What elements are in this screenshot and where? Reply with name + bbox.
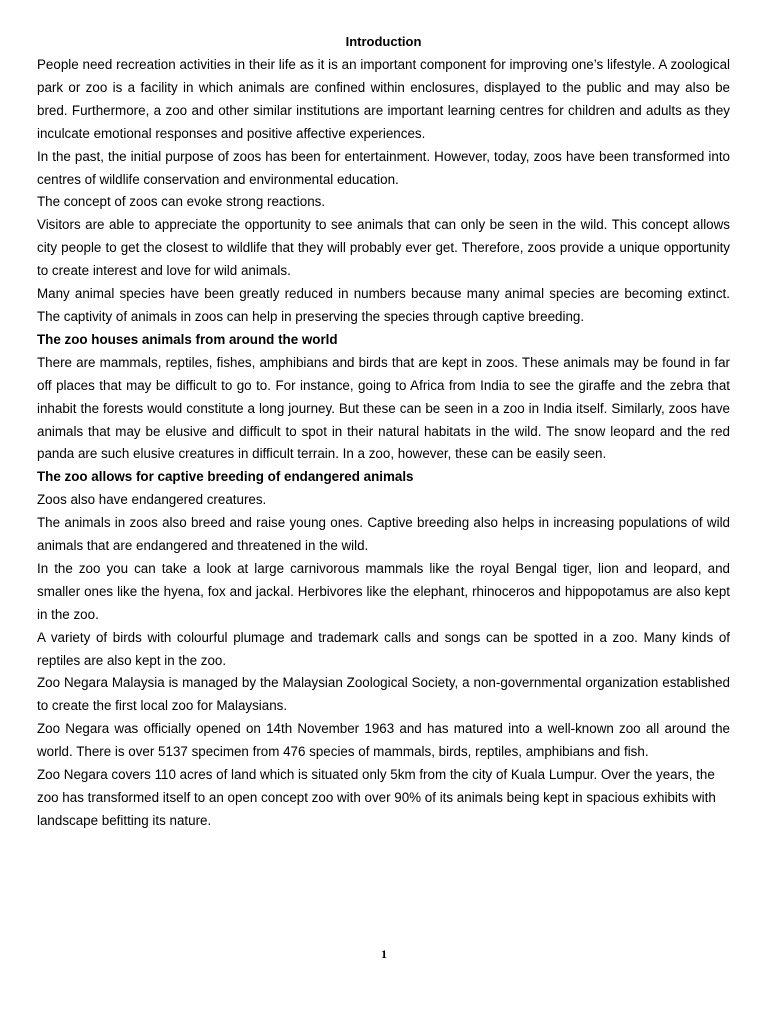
- paragraph-breed-young: The animals in zoos also breed and raise young ones. Captive breeding also helps in increasing populations of wild animals that are endangered and threatened in the wild.: [37, 515, 730, 554]
- paragraph-endangered: Zoos also have endangered creatures.: [37, 492, 267, 508]
- paragraph-zoo-negara-managed: Zoo Negara Malaysia is managed by the Malaysian Zoological Society, a non-governmental organization established to create the first local zoo for Malaysians.: [37, 675, 730, 714]
- section-heading-captive-breeding: The zoo allows for captive breeding of endangered animals: [37, 469, 414, 485]
- paragraph-zoo-negara-opened: Zoo Negara was officially opened on 14th November 1963 and has matured into a well-known zoo all around the world. There is over 5137 specimen from 476 species of mammals, birds, reptiles, amphibians and fish.: [37, 721, 730, 760]
- page-number: 1: [381, 947, 387, 961]
- section-heading-animals-world: The zoo houses animals from around the world: [37, 331, 338, 347]
- paragraph-animal-types: There are mammals, reptiles, fishes, amphibians and birds that are kept in zoos. These animals may be found in far off places that may be difficult to go to. For instance, going to Africa from India to see the giraffe and the zebra that inhabit the forests would constitute a long journey. But these can be seen in a zoo in India itself. Similarly, zoos have animals that may be elusive and difficult to spot in their natural habitats in the wild. The snow leopard and the red panda are such elusive creatures in difficult terrain. In a zoo, however, these can be easily seen.: [37, 354, 730, 462]
- paragraph-concept: The concept of zoos can evoke strong reactions.: [37, 194, 326, 210]
- paragraph-past-purpose: In the past, the initial purpose of zoos has been for entertainment. However, today, zoos have been transformed into centres of wildlife conservation and environmental education.: [37, 148, 730, 187]
- paragraph-recreation: People need recreation activities in their life as it is an important component for improving one’s lifestyle. A zoological park or zoo is a facility in which animals are confined within enclosures, displayed to the public and may also be bred. Furthermore, a zoo and other similar institutions are important learning centres for children and adults as they inculcate emotional responses and positive affective experiences.: [37, 57, 730, 141]
- paragraph-carnivores: In the zoo you can take a look at large carnivorous mammals like the royal Bengal tiger, lion and leopard, and smaller ones like the hyena, fox and jackal. Herbivores like the elephant, rhinoceros and hippopotamus are also kept in the zoo.: [37, 560, 730, 622]
- paragraph-zoo-negara-area: Zoo Negara covers 110 acres of land which is situated only 5km from the city of Kuala Lumpur. Over the years, the zoo has transformed itself to an open concept zoo with over 90% of its animals being kept in spacious exhibits with landscape befitting its nature.: [37, 767, 716, 828]
- paragraph-species-reduced: Many animal species have been greatly reduced in numbers because many animal species are becoming extinct. The captivity of animals in zoos can help in preserving the species through captive breeding.: [37, 286, 730, 324]
- paragraph-birds: A variety of birds with colourful plumage and trademark calls and songs can be spotted in a zoo. Many kinds of reptiles are also kept in the zoo.: [37, 629, 730, 668]
- document-page: [37, 33, 730, 833]
- paragraph-visitors: Visitors are able to appreciate the opportunity to see animals that can only be seen in the wild. This concept allows city people to get the closest to wildlife that they will probably ever get. Therefore, zoos provide a unique opportunity to create interest and love for wild animals.: [37, 217, 730, 279]
- document-title: Introduction: [345, 34, 422, 49]
